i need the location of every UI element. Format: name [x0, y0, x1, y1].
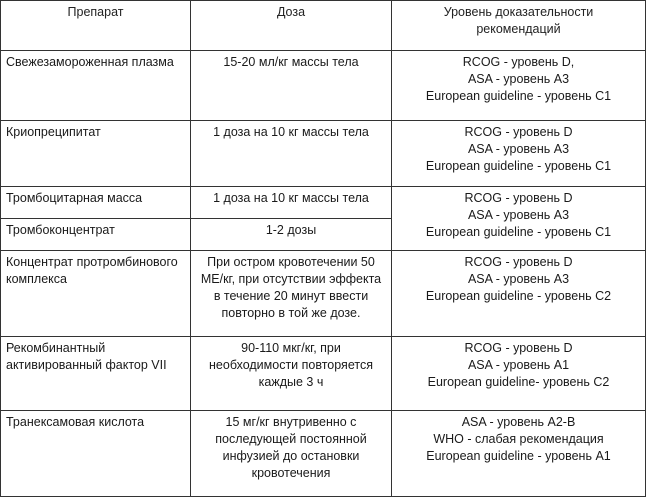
- evidence-line: European guideline - уровень C2: [425, 289, 612, 303]
- header-evidence: [392, 1, 646, 51]
- dose-cell: При остром кровотечении 50 МЕ/кг, при отсутствии эффекта в течение 20 минут ввести повторно в той же дозе.: [191, 251, 392, 337]
- table-row: [1, 51, 646, 121]
- evidence-line: ASA - уровень A3: [467, 72, 570, 86]
- drug-cell: Криопреципитат: [1, 121, 191, 187]
- table-row: [1, 337, 646, 411]
- evidence-cell-merged: [392, 187, 646, 251]
- evidence-line: RCOG - уровень D: [464, 255, 573, 269]
- drug-cell: Концентрат протромбинового комплекса: [1, 251, 191, 337]
- evidence-cell: [392, 337, 646, 411]
- dose-cell: 15 мг/кг внутривенно с последующей постоянной инфузией до остановки кровотечения: [191, 411, 392, 497]
- evidence-line: European guideline - уровень A1: [426, 449, 611, 463]
- evidence-line: RCOG - уровень D: [464, 125, 573, 139]
- drug-cell: Свежезамороженная плазма: [1, 51, 191, 121]
- evidence-line: RCOG - уровень D: [464, 341, 573, 355]
- table-row: [1, 121, 646, 187]
- evidence-line: ASA - уровень A2-B: [461, 415, 576, 429]
- table-header-row: [1, 1, 646, 51]
- drug-cell: Тромбоконцентрат: [1, 219, 191, 251]
- evidence-line: European guideline - уровень C1: [425, 159, 612, 173]
- dose-cell: 1 доза на 10 кг массы тела: [191, 121, 392, 187]
- header-evidence-line-2: рекомендаций: [476, 22, 561, 36]
- drug-cell: Тромбоцитарная масса: [1, 187, 191, 219]
- table-row: [1, 411, 646, 497]
- drug-cell: Рекомбинантный активированный фактор VII: [1, 337, 191, 411]
- table-row: [1, 187, 646, 219]
- dose-cell: 15-20 мл/кг массы тела: [191, 51, 392, 121]
- evidence-cell: [392, 251, 646, 337]
- dose-cell: 1 доза на 10 кг массы тела: [191, 187, 392, 219]
- drug-cell: Транексамовая кислота: [1, 411, 191, 497]
- evidence-line: ASA - уровень A3: [467, 272, 570, 286]
- evidence-line: European guideline - уровень C1: [425, 225, 612, 239]
- evidence-cell: [392, 51, 646, 121]
- dose-cell: 90-110 мкг/кг, при необходимости повторяется каждые 3 ч: [191, 337, 392, 411]
- evidence-line: RCOG - уровень D: [464, 191, 573, 205]
- evidence-cell: [392, 411, 646, 497]
- evidence-cell: [392, 121, 646, 187]
- header-dose: Доза: [191, 1, 392, 51]
- table-row: [1, 251, 646, 337]
- evidence-line: WHO - слабая рекомендация: [433, 432, 604, 446]
- evidence-line: ASA - уровень A3: [467, 208, 570, 222]
- header-evidence-line-1: Уровень доказательности: [443, 5, 594, 19]
- evidence-line: RCOG - уровень D,: [462, 55, 575, 69]
- evidence-line: ASA - уровень A1: [467, 358, 570, 372]
- dose-cell: 1-2 дозы: [191, 219, 392, 251]
- evidence-line: ASA - уровень A3: [467, 142, 570, 156]
- evidence-line: European guideline- уровень C2: [427, 375, 610, 389]
- header-drug: Препарат: [1, 1, 191, 51]
- evidence-line: European guideline - уровень C1: [425, 89, 612, 103]
